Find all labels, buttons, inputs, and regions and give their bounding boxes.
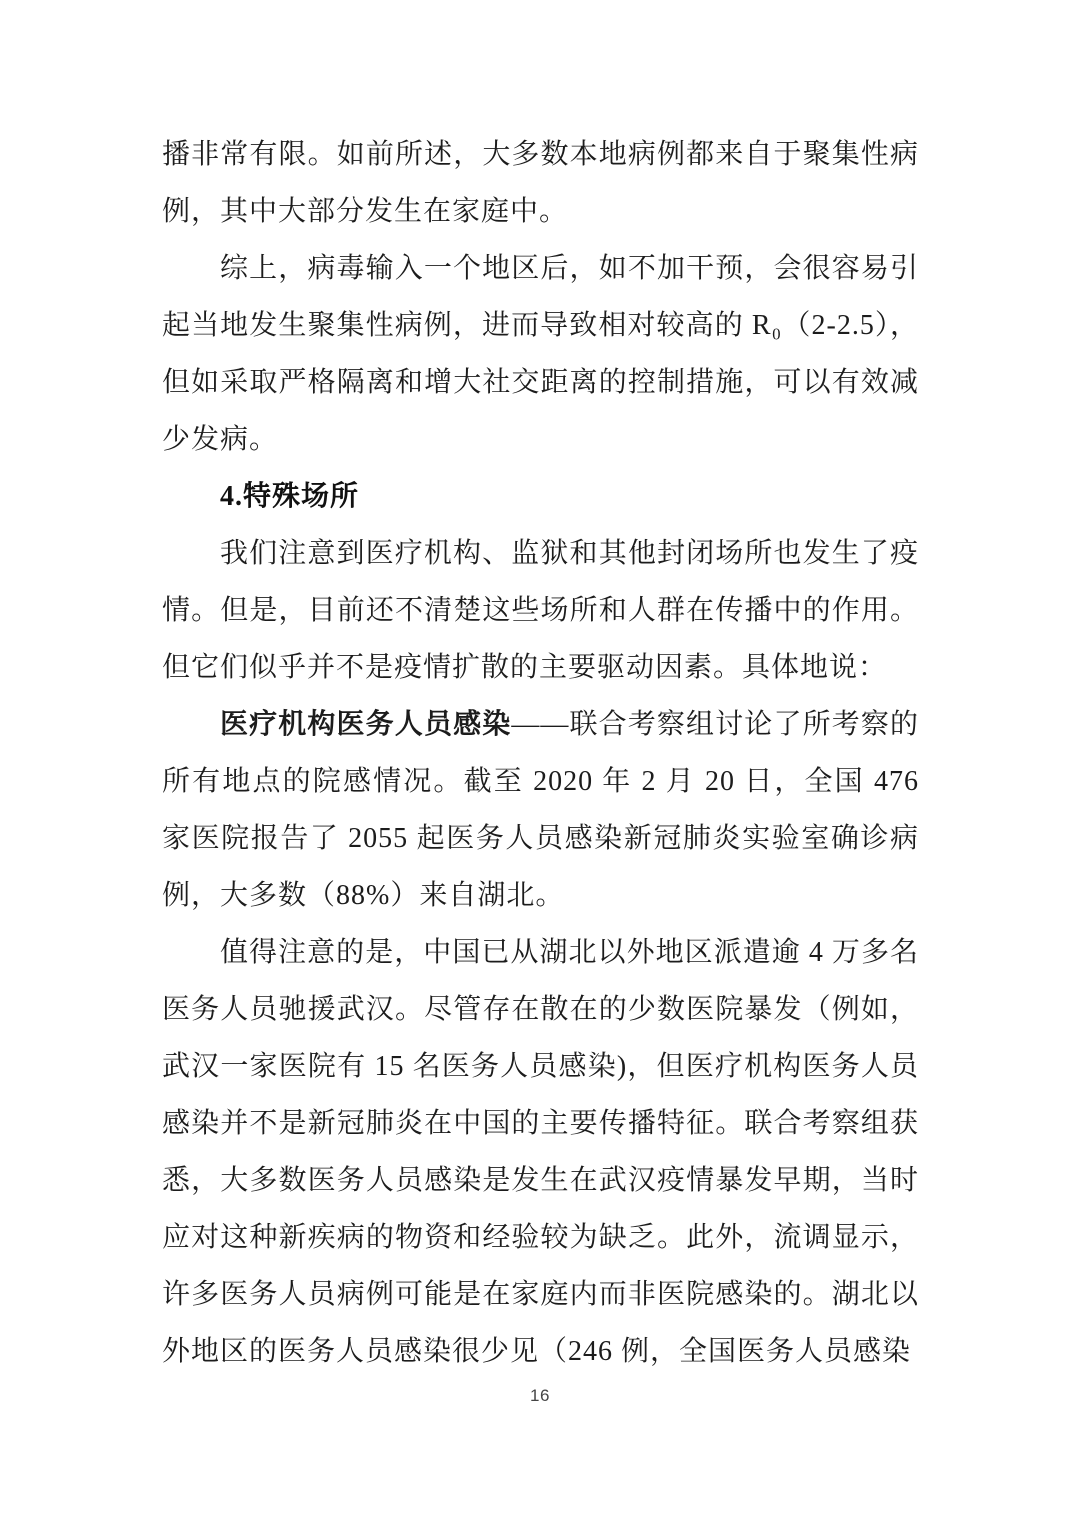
page-number: 16: [530, 1386, 550, 1405]
paragraph-closed-settings: 我们注意到医疗机构、监狱和其他封闭场所也发生了疫情。但是，目前还不清楚这些场所和人群在传播中的作用。但它们似乎并不是疫情扩散的主要驱动因素。具体地说：: [162, 538, 919, 683]
text-block: [162, 126, 919, 1380]
healthcare-worker-infections-lead: 医疗机构医务人员感染: [220, 709, 512, 740]
paragraph-healthcare-worker-infections: [162, 696, 919, 924]
page-footer: [0, 1386, 1080, 1406]
paragraph-medical-staff-deployment: 值得注意的是，中国已从湖北以外地区派遣逾 4 万多名医务人员驰援武汉。尽管存在散在的少数医院暴发（例如，武汉一家医院有 15 名医务人员感染)，但医疗机构医务人员感染并不是新冠肺炎在中国的主要传播特征。联合考察组获悉，大多数医务人员感染是发生在武汉疫情暴发早期，当时应对这种新疾病的物资和经验较为缺乏。此外，流调显示，许多医务人员病例可能是在家庭内而非医院感染的。湖北以外地区的医务人员感染很少见（246 例，全国医务人员感染: [162, 937, 919, 1367]
paragraph-local-transmission-continued: 播非常有限。如前所述，大多数本地病例都来自于聚集性病例，其中大部分发生在家庭中。: [162, 139, 919, 227]
paragraph-summary-r0: 综上，病毒输入一个地区后，如不加干预，会很容易引起当地发生聚集性病例，进而导致相对较高的 R₀（2-2.5），但如采取严格隔离和增大社交距离的控制措施，可以有效减少发病。: [162, 253, 919, 455]
healthcare-worker-infections-body: ——联合考察组讨论了所考察的所有地点的院感情况。截至 2020 年 2 月 20 日，全国 476 家医院报告了 2055 起医务人员感染新冠肺炎实验室确诊病例，大多数（88%）来自湖北。: [162, 709, 919, 911]
section-heading-special-settings: 4.特殊场所: [220, 481, 360, 512]
